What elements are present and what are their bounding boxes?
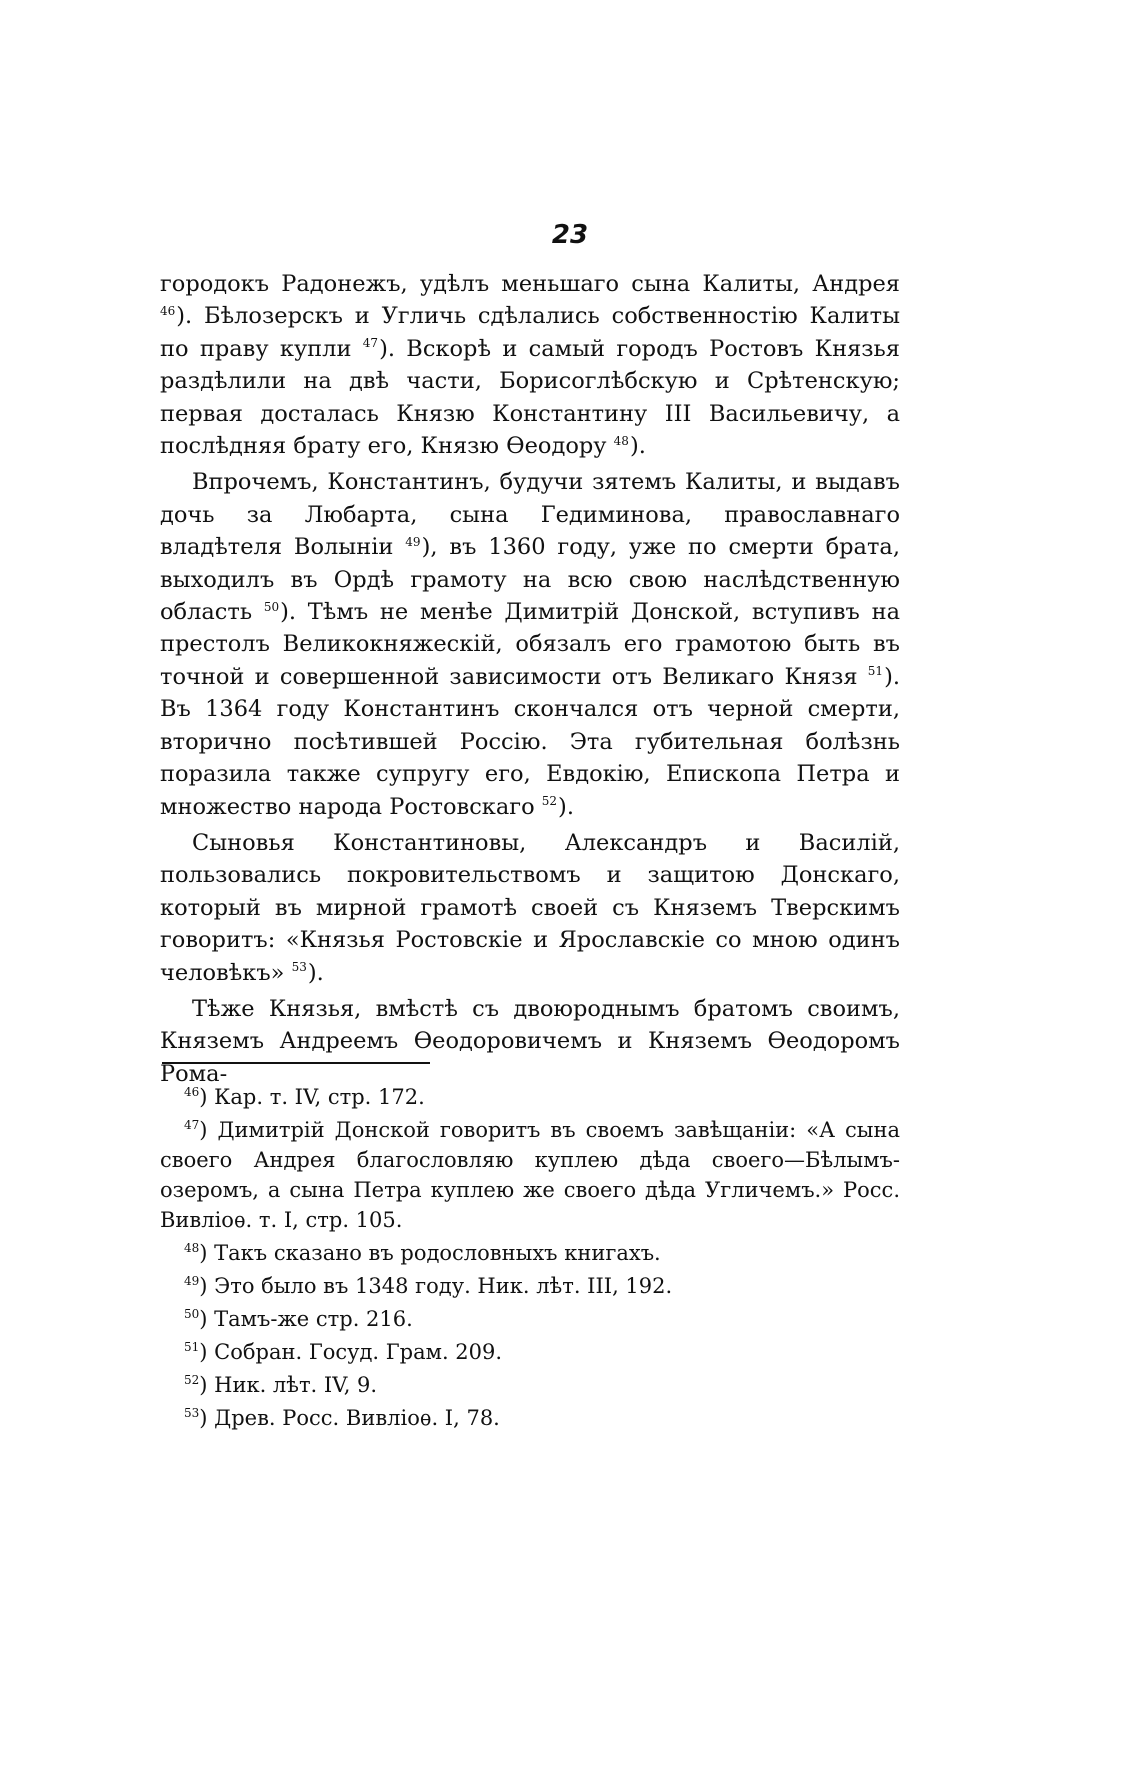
footnote-49: $^{49}$) Это было въ 1348 году. Ник. лѣт. III, 192. [184,1274,673,1298]
footnote-mark: 49 [184,1274,200,1288]
footnote-ref: 51 [867,664,884,679]
footnote-46: $^{46}$) Кар. т. IV, стр. 172. [184,1085,425,1109]
paragraph-2: Впрочемъ, Константинъ, будучи зятемъ Калиты, и выдавъ дочь за Любарта, сына Гедиминова, православнаго владѣтеля Волыніи $^{49}$), въ 1360 году, уже по смерти брата, выходилъ въ Ордѣ грамоту на всю свою наслѣдственную область $^{50}$). Тѣмъ не менѣе Димитрій Донской, вступивъ на престолъ Великокняжескій, обязалъ его грамотою быть въ точной и совершенной зависимости отъ Великаго Князя $^{51}$). Въ 1364 году Константинъ скончался отъ черной смерти, вторично посѣтившей Россію. Эта губительная болѣзнь поразила также супругу его, Евдокію, Епископа Петра и множество народа Ростовскаго $^{52}$). [160,469,900,820]
footnote-mark: 52 [184,1373,200,1387]
footnote-mark: 46 [184,1085,200,1099]
footnote-ref: 46 [160,303,176,318]
footnote-ref: 52 [541,794,558,808]
paragraph-3: Сыновья Константиновы, Александръ и Василій, пользовались покровительствомъ и защитою Донскаго, который въ мирной грамотѣ своей съ Княземъ Тверскимъ говоритъ: «Князья Ростовскіе и Ярославскіе со мною одинъ человѣкъ» $^{53}$). [160,829,900,986]
footnote-mark: 53 [184,1406,200,1420]
footnote-mark: 50 [184,1307,200,1321]
footnote-mark: 48 [184,1241,200,1255]
footnote-ref: 50 [263,599,280,614]
footnote-47: $^{47}$) Димитрій Донской говоритъ въ своемъ завѣщаніи: «А сына своего Андрея благословляю куплею дѣда своего—Бѣлымъ-озеромъ, а сына Петра куплею же своего дѣда Угличемъ.» Росс. Вивліоѳ. т. I, стр. 105. [160,1118,900,1232]
footnote-52: $^{52}$) Ник. лѣт. IV, 9. [184,1373,378,1397]
footnote-50: $^{50}$) Тамъ-же стр. 216. [184,1307,413,1331]
paragraph-4: Тѣже Князья, вмѣстѣ съ двоюроднымъ братомъ своимъ, Княземъ Андреемъ Өеодоровичемъ и Княземъ Өеодоромъ Рома- [160,995,900,1087]
main-text [160,268,900,1090]
footnote-51: $^{51}$) Собран. Госуд. Грам. 209. [184,1340,503,1364]
footnote-48: $^{48}$) Такъ сказано въ родословныхъ книгахъ. [184,1241,661,1265]
footnote-mark: 51 [184,1340,200,1354]
footnote-ref: 48 [613,433,629,448]
footnote-ref: 47 [362,336,379,351]
paragraph-1: городокъ Радонежъ, удѣлъ меньшаго сына Калиты, Андрея $^{46}$). Бѣлозерскъ и Угличь сдѣлались собственностію Калиты по праву купли $^{47}$). Вскорѣ и самый городъ Ростовъ Князья раздѣлили на двѣ части, Борисоглѣбскую и Срѣтенскую; первая досталась Князю Константину III Васильевичу, а послѣдняя брату его, Князю Өеодору $^{48}$). [160,271,901,460]
footnotes [160,1082,900,1436]
page-number: 23 [551,220,589,250]
footnote-ref: 53 [291,960,307,975]
footnote-ref: 49 [405,534,421,549]
footnote-mark: 47 [184,1118,200,1132]
footnote-divider [162,1062,430,1064]
footnote-53: $^{53}$) Древ. Росс. Вивліоѳ. I, 78. [184,1406,500,1430]
